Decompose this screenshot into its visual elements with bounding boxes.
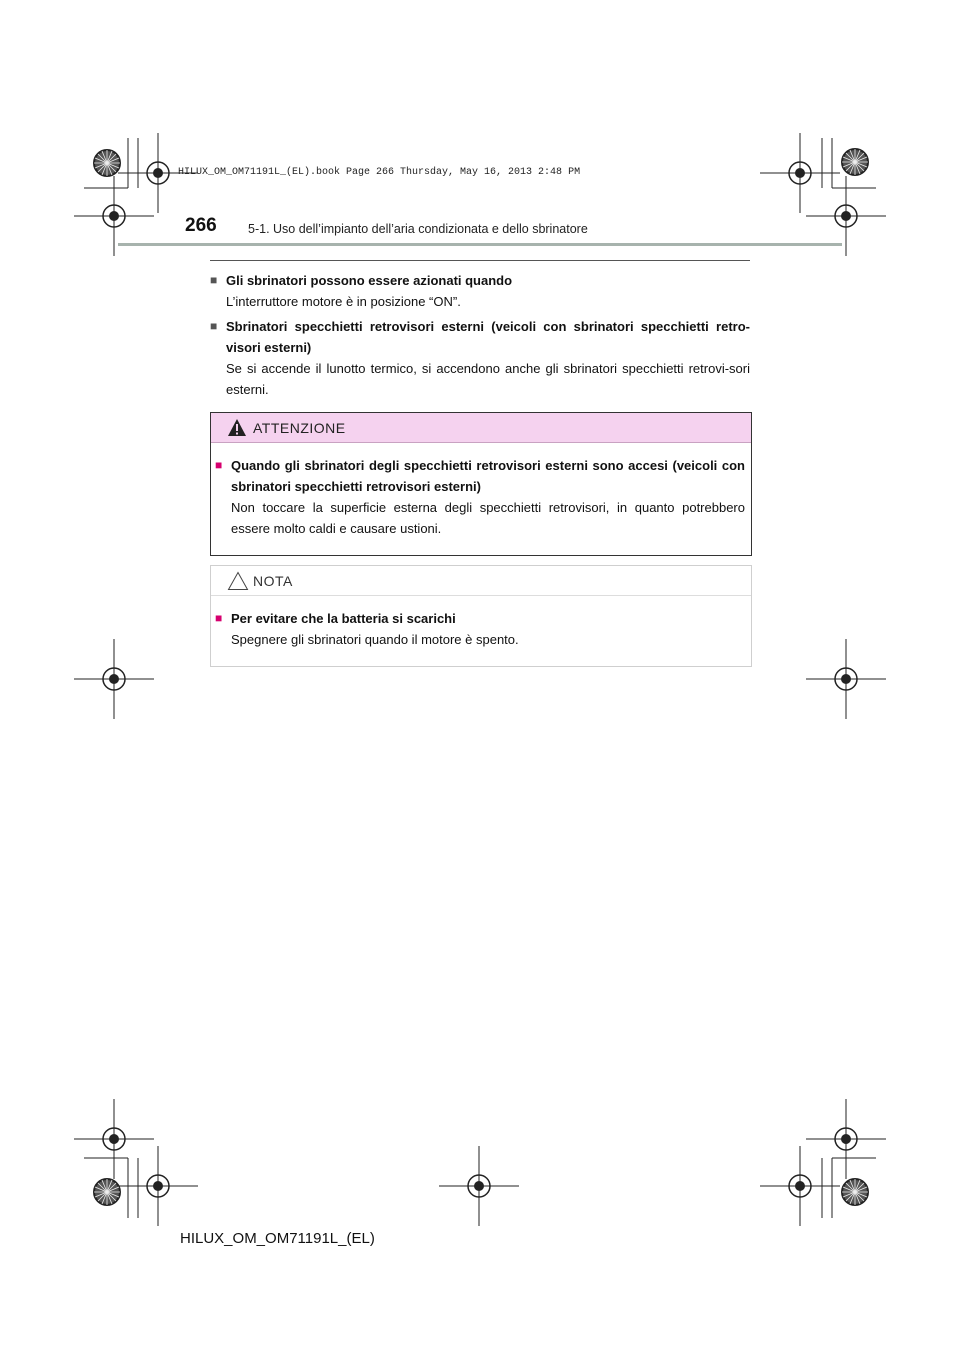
header-rule — [118, 243, 842, 246]
bullet-square-icon: ■ — [210, 319, 218, 333]
warning-triangle-filled-icon — [227, 418, 247, 437]
print-header: HILUX_OM_OM71191L_(EL).book Page 266 Thursday, May 16, 2013 2:48 PM — [178, 167, 581, 178]
warning-box — [210, 412, 752, 556]
section-item — [210, 270, 750, 312]
section-body: Se si accende il lunotto termico, si accendono anche gli sbrinatori specchietti retrovi-sori esterni. — [226, 361, 750, 397]
warning-triangle-outline-icon — [227, 571, 249, 591]
section-rule — [210, 260, 750, 261]
notice-box — [210, 565, 752, 667]
section-item — [210, 316, 750, 400]
section-body: L’interruttore motore è in posizione “ON”. — [226, 294, 461, 309]
section-title: ■ Gli sbrinatori possono essere azionati quando — [210, 270, 750, 291]
running-title: 5-1. Uso dell’impianto dell’aria condizionata e dello sbrinatore — [248, 222, 588, 236]
notice-label: NOTA — [253, 573, 293, 589]
page-number: 266 — [185, 215, 217, 236]
footer-code: HILUX_OM_OM71191L_(EL) — [180, 1230, 375, 1247]
section-title: ■ Sbrinatori specchietti retrovisori esterni (veicoli con sbrinatori specchietti retro-visori esterni) — [210, 316, 750, 358]
warning-title: ■ Quando gli sbrinatori degli specchietti retrovisori esterni sono accesi (veicoli con sbrinatori specchietti retrovisori esterni) — [215, 455, 745, 497]
warning-label: ATTENZIONE — [253, 420, 346, 436]
bullet-square-icon: ■ — [210, 273, 218, 287]
notice-title: ■ Per evitare che la batteria si scarichi — [215, 608, 745, 629]
warning-header — [211, 413, 751, 443]
bullet-square-icon: ■ — [215, 611, 223, 625]
bullet-square-icon: ■ — [215, 458, 223, 472]
notice-body: Spegnere gli sbrinatori quando il motore è spento. — [231, 632, 519, 647]
warning-body: Non toccare la superficie esterna degli specchietti retrovisori, in quanto potrebbero essere molto caldi e causare ustioni. — [231, 500, 745, 536]
notice-header — [211, 566, 751, 596]
